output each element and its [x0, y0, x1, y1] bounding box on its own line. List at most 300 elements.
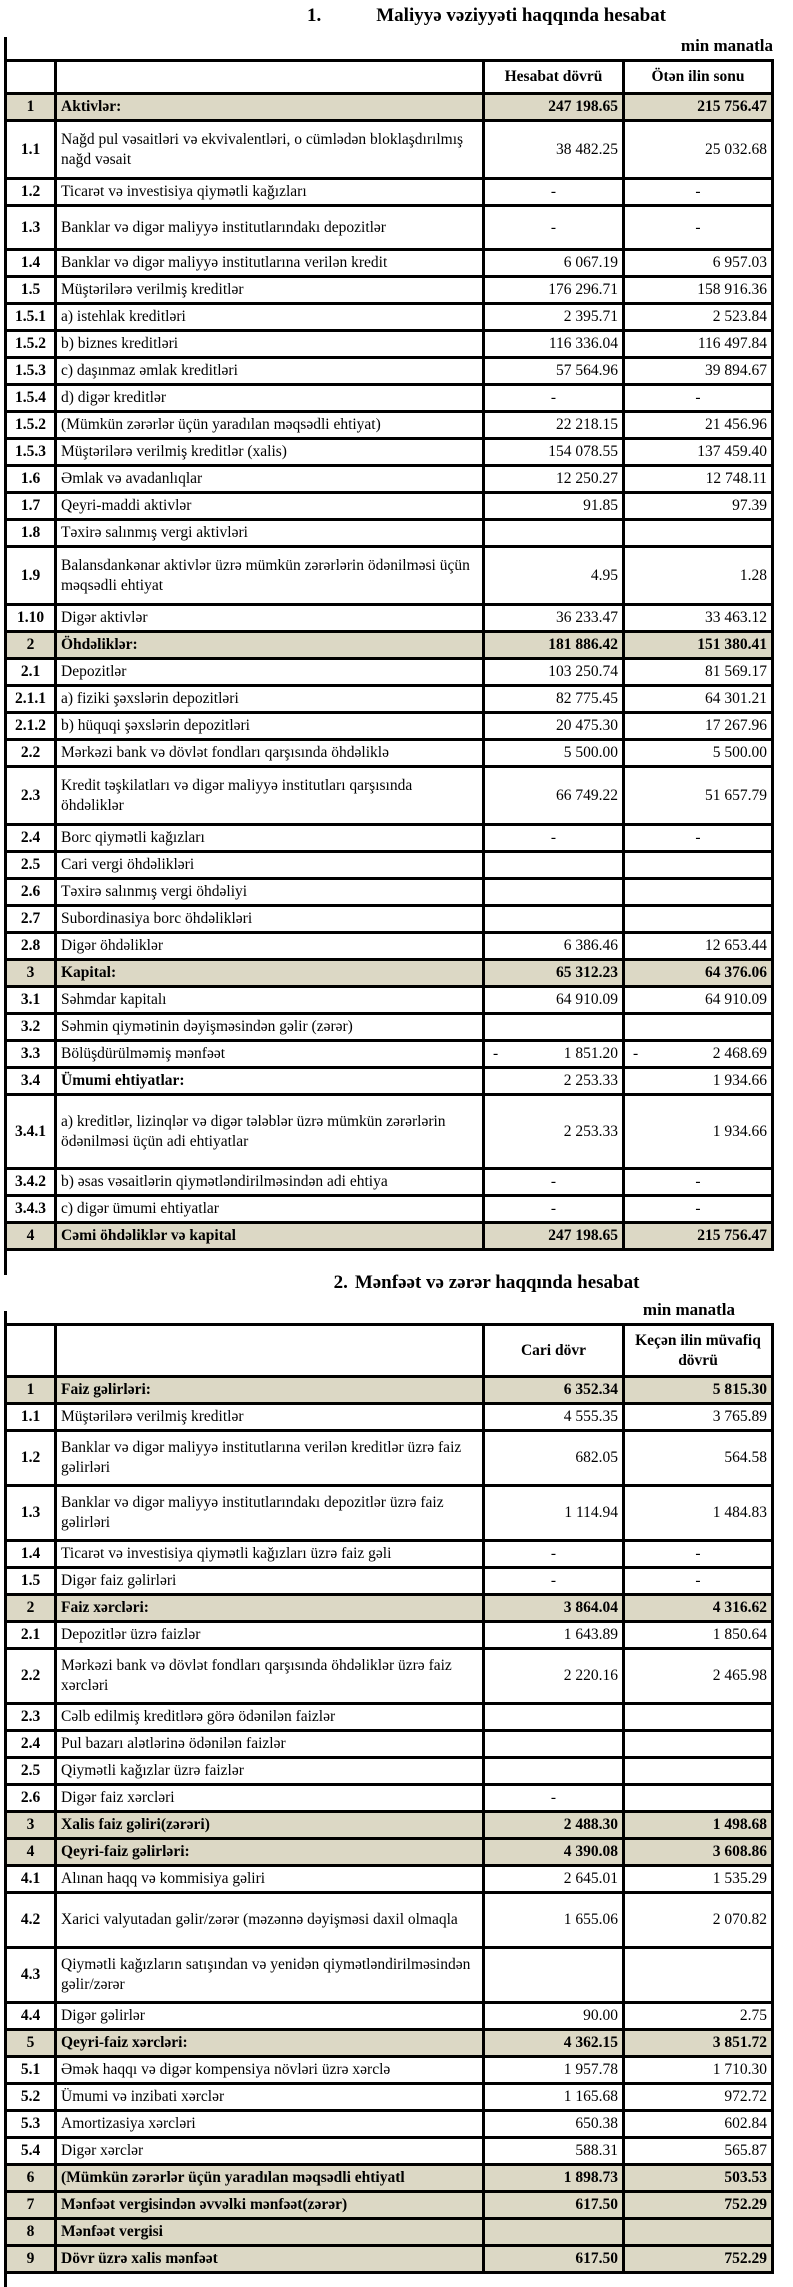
row-number-cell: 2.1 [6, 659, 56, 686]
row-number-cell: 1.1 [6, 121, 56, 179]
row-number-cell: 1 [6, 94, 56, 121]
table-row [6, 740, 773, 767]
table-row [6, 493, 773, 520]
table-row [6, 1839, 773, 1866]
value-cell-1: 36 233.47 [484, 605, 624, 632]
value-cell-2: 25 032.68 [624, 121, 773, 179]
value-cell-2: 97.39 [624, 493, 773, 520]
value-cell-2: 64 910.09 [624, 987, 773, 1014]
row-number-cell: 1.8 [6, 520, 56, 547]
row-number-cell: 2.1.2 [6, 713, 56, 740]
row-number-cell: 3.1 [6, 987, 56, 1014]
value-cell-2: 5 815.30 [624, 1377, 773, 1404]
value-cell-1: 176 296.71 [484, 277, 624, 304]
value-cell-2: 3 608.86 [624, 1839, 773, 1866]
table-row [6, 466, 773, 493]
row-label-cell: Təxirə salınmış vergi aktivləri [56, 520, 484, 547]
value-cell-2: - [624, 825, 773, 852]
row-number-cell: 4.4 [6, 2003, 56, 2030]
row-label-cell: Ümumi və inzibati xərclər [56, 2084, 484, 2111]
statement1-title [0, 4, 793, 28]
table-row [6, 1595, 773, 1622]
value-cell-1: 1 643.89 [484, 1622, 624, 1649]
header-label-cell [56, 61, 484, 94]
value-cell-1: 12 250.27 [484, 466, 624, 493]
statement2-title [0, 1271, 793, 1295]
financial-position-table [4, 59, 774, 1251]
row-number-cell: 1.5 [6, 277, 56, 304]
value-cell-2: 81 569.17 [624, 659, 773, 686]
table-row [6, 659, 773, 686]
row-label-cell: Ticarət və investisiya qiymətli kağızları [56, 179, 484, 206]
value-cell-2: 2.75 [624, 2003, 773, 2030]
value-cell-2: 2 523.84 [624, 304, 773, 331]
value-cell-2: 752.29 [624, 2192, 773, 2219]
row-label-cell: Nağd pul vəsaitləri və ekvivalentləri, o cümlədən bloklaşdırılmış nağd vəsait [56, 121, 484, 179]
table-row [6, 2138, 773, 2165]
report-page [0, 4, 793, 2274]
header-label-cell [56, 1325, 484, 1377]
row-label-cell: Digər gəlirlər [56, 2003, 484, 2030]
row-number-cell: 3.4 [6, 1068, 56, 1095]
table-row [6, 1731, 773, 1758]
value-cell-1: - [484, 1169, 624, 1196]
value-cell-1 [484, 1704, 624, 1731]
row-label-cell: Cəlb edilmiş kreditlərə görə ödənilən faizlər [56, 1704, 484, 1731]
table-row [6, 412, 773, 439]
row-label-cell: Səhmdar kapitalı [56, 987, 484, 1014]
value-cell-2: 116 497.84 [624, 331, 773, 358]
value-cell-2 [624, 2219, 773, 2246]
value-cell-2 [624, 1948, 773, 2003]
table-row [6, 1948, 773, 2003]
row-number-cell: 2.8 [6, 933, 56, 960]
row-number-cell: 1.1 [6, 1404, 56, 1431]
value-cell-1: 90.00 [484, 2003, 624, 2030]
value-cell-2: 565.87 [624, 2138, 773, 2165]
value-cell-2: 151 380.41 [624, 632, 773, 659]
table-row [6, 686, 773, 713]
row-number-cell: 1.6 [6, 466, 56, 493]
value-cell-1: - [484, 825, 624, 852]
value-cell-2: 1 535.29 [624, 1866, 773, 1893]
table-row [6, 879, 773, 906]
table-row [6, 632, 773, 659]
row-number-cell: 3 [6, 960, 56, 987]
value-cell-2: 2 465.98 [624, 1649, 773, 1704]
row-number-cell: 5.3 [6, 2111, 56, 2138]
table-row [6, 1893, 773, 1948]
row-label-cell: Aktivlər: [56, 94, 484, 121]
value-cell-2: 5 500.00 [624, 740, 773, 767]
row-label-cell: Banklar və digər maliyyə institutlarındakı depozitlər [56, 206, 484, 250]
row-number-cell: 2.5 [6, 1758, 56, 1785]
table-row [6, 1377, 773, 1404]
corner-cell [6, 1325, 56, 1377]
table-row [6, 2057, 773, 2084]
value-cell-2 [624, 520, 773, 547]
row-number-cell: 3 [6, 1812, 56, 1839]
value-cell-1: 2 645.01 [484, 1866, 624, 1893]
row-label-cell: Depozitlər üzrə faizlər [56, 1622, 484, 1649]
row-label-cell: b) hüquqi şəxslərin depozitləri [56, 713, 484, 740]
table-row [6, 1758, 773, 1785]
row-label-cell: Səhmin qiymətinin dəyişməsindən gəlir (zərər) [56, 1014, 484, 1041]
row-label-cell: (Mümkün zərərlər üçün yaradılan məqsədli ehtiyatl [56, 2165, 484, 2192]
value-cell-2 [624, 1041, 773, 1068]
row-number-cell: 1.2 [6, 1431, 56, 1486]
table-row [6, 2165, 773, 2192]
negative-sign: - [493, 1045, 499, 1062]
row-label-cell: Balansdankənar aktivlər üzrə mümkün zərərlərin ödənilməsi üçün məqsədli ehtiyat [56, 547, 484, 605]
value-cell-2: 1 484.83 [624, 1486, 773, 1541]
row-number-cell: 3.4.3 [6, 1196, 56, 1223]
value-cell-2: 64 301.21 [624, 686, 773, 713]
value-cell-2: 21 456.96 [624, 412, 773, 439]
row-label-cell: (Mümkün zərərlər üçün yaradılan məqsədli ehtiyat) [56, 412, 484, 439]
value-cell-1 [484, 1948, 624, 2003]
statement1-title-number: 1. [306, 5, 322, 26]
statement2-title-text: Mənfəət və zərər haqqında hesabat [354, 1272, 640, 1293]
statement1-title-text: Maliyyə vəziyyəti haqqında hesabat [376, 5, 666, 26]
value-cell-1: 38 482.25 [484, 121, 624, 179]
row-number-cell: 2.1.1 [6, 686, 56, 713]
row-number-cell: 2.2 [6, 740, 56, 767]
negative-sign: - [633, 1045, 639, 1062]
column-header-previous: Keçən ilin müvafiq dövrü [624, 1325, 773, 1377]
value-cell-1: 6 386.46 [484, 933, 624, 960]
column-header-previous: Ötən ilin sonu [624, 61, 773, 94]
row-label-cell: Digər öhdəliklər [56, 933, 484, 960]
column-header-current: Cari dövr [484, 1325, 624, 1377]
row-number-cell: 1.5.2 [6, 331, 56, 358]
value-cell-1: 1 165.68 [484, 2084, 624, 2111]
table-row [6, 960, 773, 987]
value-cell-2: - [624, 1169, 773, 1196]
value-cell-2: 17 267.96 [624, 713, 773, 740]
unit-note-2: min manatla [642, 1300, 735, 1319]
table-row [6, 2003, 773, 2030]
value-cell-1: 247 198.65 [484, 94, 624, 121]
row-label-cell: Qiymətli kağızlar üzrə faizlər [56, 1758, 484, 1785]
row-number-cell: 2.1 [6, 1622, 56, 1649]
value-cell-2: 215 756.47 [624, 94, 773, 121]
row-label-cell: Bölüşdürülməmiş mənfəət [56, 1041, 484, 1068]
row-number-cell: 1.5.4 [6, 385, 56, 412]
row-label-cell: Cari vergi öhdəlikləri [56, 852, 484, 879]
table-row [6, 1095, 773, 1169]
row-label-cell: Qeyri-faiz xərcləri: [56, 2030, 484, 2057]
row-label-cell: Mərkəzi bank və dövlət fondları qarşısında öhdəliklə [56, 740, 484, 767]
table-row [6, 206, 773, 250]
row-label-cell: Digər faiz gəlirləri [56, 1568, 484, 1595]
row-label-cell: Dövr üzrə xalis mənfəət [56, 2246, 484, 2273]
value-cell-2: - [624, 1196, 773, 1223]
row-label-cell: Pul bazarı alətlərinə ödənilən faizlər [56, 1731, 484, 1758]
row-label-cell: Banklar və digər maliyyə institutlarındakı depozitlər üzrə faiz gəlirləri [56, 1486, 484, 1541]
row-label-cell: Depozitlər [56, 659, 484, 686]
value-cell-1: 4 390.08 [484, 1839, 624, 1866]
value-cell-2: 64 376.06 [624, 960, 773, 987]
value-cell-2 [624, 852, 773, 879]
value-cell-1 [484, 1758, 624, 1785]
value-cell-2: 564.58 [624, 1431, 773, 1486]
row-label-cell: Müştərilərə verilmiş kreditlər (xalis) [56, 439, 484, 466]
value-cell-1: 4.95 [484, 547, 624, 605]
row-number-cell: 5.4 [6, 2138, 56, 2165]
value-cell-2 [624, 906, 773, 933]
value-cell-2: 1 710.30 [624, 2057, 773, 2084]
table-row [6, 906, 773, 933]
unit-note-1: min manatla [680, 36, 773, 55]
value-cell-2: 12 653.44 [624, 933, 773, 960]
header-row [6, 61, 773, 94]
table-row [6, 439, 773, 466]
value-cell-1: 682.05 [484, 1431, 624, 1486]
row-number-cell: 5.2 [6, 2084, 56, 2111]
header-row [6, 1325, 773, 1377]
value-cell-1: 1 114.94 [484, 1486, 624, 1541]
value-cell-1: 181 886.42 [484, 632, 624, 659]
row-label-cell: Digər faiz xərcləri [56, 1785, 484, 1812]
row-label-cell: Digər aktivlər [56, 605, 484, 632]
row-number-cell: 1.2 [6, 179, 56, 206]
value-cell-1 [484, 852, 624, 879]
value-cell-1: 1 957.78 [484, 2057, 624, 2084]
row-label-cell: Əmək haqqı və digər kompensiya növləri üzrə xərclə [56, 2057, 484, 2084]
row-number-cell: 8 [6, 2219, 56, 2246]
row-number-cell: 4 [6, 1839, 56, 1866]
row-label-cell: Ticarət və investisiya qiymətli kağızları üzrə faiz gəli [56, 1541, 484, 1568]
value-cell-2: - [624, 179, 773, 206]
table-row [6, 2084, 773, 2111]
table-row [6, 605, 773, 632]
value-cell-2 [624, 1704, 773, 1731]
row-number-cell: 2.4 [6, 1731, 56, 1758]
row-label-cell: c) digər ümumi ehtiyatlar [56, 1196, 484, 1223]
row-label-cell: Öhdəliklər: [56, 632, 484, 659]
value-cell-2: 215 756.47 [624, 1223, 773, 1250]
value-cell-1: - [484, 179, 624, 206]
row-label-cell: a) kreditlər, lizinqlər və digər tələblər üzrə mümkün zərərlərin ödənilməsi üçün adi ehtiyatlar [56, 1095, 484, 1169]
value-cell-2: 51 657.79 [624, 767, 773, 825]
value-cell-1: 2 253.33 [484, 1095, 624, 1169]
value-cell-1: 57 564.96 [484, 358, 624, 385]
table-row [6, 1431, 773, 1486]
row-label-cell: Subordinasiya borc öhdəlikləri [56, 906, 484, 933]
row-number-cell: 1.5.3 [6, 358, 56, 385]
value-cell-2: - [624, 385, 773, 412]
table-row [6, 277, 773, 304]
value-cell-2: 3 851.72 [624, 2030, 773, 2057]
row-label-cell: Mərkəzi bank və dövlət fondları qarşısında öhdəliklər üzrə faiz xərcləri [56, 1649, 484, 1704]
row-label-cell: c) daşınmaz əmlak kreditləri [56, 358, 484, 385]
value-cell-2: 1 934.66 [624, 1095, 773, 1169]
row-label-cell: b) əsas vəsaitlərin qiymətləndirilməsindən adi ehtiya [56, 1169, 484, 1196]
row-label-cell: b) biznes kreditləri [56, 331, 484, 358]
table-row [6, 547, 773, 605]
table-row [6, 304, 773, 331]
value-cell-1: 20 475.30 [484, 713, 624, 740]
value-cell-1 [484, 906, 624, 933]
value-cell-1: 4 555.35 [484, 1404, 624, 1431]
table-row [6, 1541, 773, 1568]
value-cell-1: 2 395.71 [484, 304, 624, 331]
value-cell-1: - [484, 1568, 624, 1595]
row-number-cell: 2.4 [6, 825, 56, 852]
value-cell-2: 1 934.66 [624, 1068, 773, 1095]
value-cell-1: 22 218.15 [484, 412, 624, 439]
table-row [6, 1041, 773, 1068]
value-cell-1: 154 078.55 [484, 439, 624, 466]
row-number-cell: 6 [6, 2165, 56, 2192]
value-cell-2: 3 765.89 [624, 1404, 773, 1431]
value-cell-1: 116 336.04 [484, 331, 624, 358]
row-number-cell: 2.5 [6, 852, 56, 879]
value-text: 1 851.20 [563, 1045, 618, 1062]
row-label-cell: Xarici valyutadan gəlir/zərər (məzənnə dəyişməsi daxil olmaqla [56, 1893, 484, 1948]
row-number-cell: 1.4 [6, 250, 56, 277]
row-label-cell: Xalis faiz gəliri(zərəri) [56, 1812, 484, 1839]
table-row [6, 520, 773, 547]
row-number-cell: 3.2 [6, 1014, 56, 1041]
row-label-cell: Faiz gəlirləri: [56, 1377, 484, 1404]
value-cell-1: 2 253.33 [484, 1068, 624, 1095]
row-label-cell: Təxirə salınmış vergi öhdəliyi [56, 879, 484, 906]
value-cell-2: 1 850.64 [624, 1622, 773, 1649]
table-row [6, 2111, 773, 2138]
value-cell-2: 12 748.11 [624, 466, 773, 493]
row-label-cell: Müştərilərə verilmiş kreditlər [56, 277, 484, 304]
table-row [6, 1568, 773, 1595]
value-cell-1: - [484, 1541, 624, 1568]
table-row [6, 852, 773, 879]
row-label-cell: a) istehlak kreditləri [56, 304, 484, 331]
profit-loss-table [4, 1323, 774, 2274]
value-cell-2: 39 894.67 [624, 358, 773, 385]
value-cell-2: 33 463.12 [624, 605, 773, 632]
row-number-cell: 1 [6, 1377, 56, 1404]
column-header-current: Hesabat dövrü [484, 61, 624, 94]
value-cell-2: 752.29 [624, 2246, 773, 2273]
value-cell-2 [624, 1014, 773, 1041]
table-row [6, 1622, 773, 1649]
value-cell-1: 3 864.04 [484, 1595, 624, 1622]
row-number-cell: 3.3 [6, 1041, 56, 1068]
row-label-cell: Banklar və digər maliyyə institutlarına verilən kredit [56, 250, 484, 277]
row-number-cell: 7 [6, 2192, 56, 2219]
row-label-cell: Banklar və digər maliyyə institutlarına verilən kreditlər üzrə faiz gəlirləri [56, 1431, 484, 1486]
value-cell-1: 617.50 [484, 2246, 624, 2273]
financial-position-table-wrap [0, 59, 793, 1251]
value-cell-2 [624, 1758, 773, 1785]
value-cell-1: - [484, 1785, 624, 1812]
row-label-cell: Mənfəət vergisi [56, 2219, 484, 2246]
table-row [6, 767, 773, 825]
value-cell-1: 65 312.23 [484, 960, 624, 987]
statement2-title-number: 2. [333, 1272, 348, 1293]
table-row [6, 358, 773, 385]
row-number-cell: 1.9 [6, 547, 56, 605]
value-cell-1: 650.38 [484, 2111, 624, 2138]
row-number-cell: 1.5 [6, 1568, 56, 1595]
table-row [6, 1785, 773, 1812]
profit-loss-table-wrap [0, 1323, 793, 2274]
value-cell-1 [484, 520, 624, 547]
corner-cell [6, 61, 56, 94]
row-label-cell: Qeyri-maddi aktivlər [56, 493, 484, 520]
row-number-cell: 4.2 [6, 1893, 56, 1948]
row-label-cell: Cəmi öhdəliklər və kapital [56, 1223, 484, 1250]
value-cell-2: - [624, 206, 773, 250]
row-number-cell: 1.5.3 [6, 439, 56, 466]
row-number-cell: 1.4 [6, 1541, 56, 1568]
value-cell-1: - [484, 1196, 624, 1223]
row-number-cell: 1.10 [6, 605, 56, 632]
value-cell-2 [624, 1785, 773, 1812]
row-number-cell: 4.1 [6, 1866, 56, 1893]
table-row [6, 1196, 773, 1223]
value-cell-2: 1 498.68 [624, 1812, 773, 1839]
row-number-cell: 1.3 [6, 206, 56, 250]
table-row [6, 121, 773, 179]
row-label-cell: Alınan haqq və kommisiya gəliri [56, 1866, 484, 1893]
table-row [6, 1404, 773, 1431]
value-cell-1: 2 488.30 [484, 1812, 624, 1839]
row-label-cell: Kapital: [56, 960, 484, 987]
value-cell-2 [624, 1731, 773, 1758]
value-cell-1: 588.31 [484, 2138, 624, 2165]
table-row [6, 1169, 773, 1196]
row-number-cell: 9 [6, 2246, 56, 2273]
row-number-cell: 3.4.2 [6, 1169, 56, 1196]
row-label-cell: Borc qiymətli kağızları [56, 825, 484, 852]
value-cell-1: 247 198.65 [484, 1223, 624, 1250]
value-cell-1: 91.85 [484, 493, 624, 520]
row-number-cell: 1.5.1 [6, 304, 56, 331]
value-cell-2: 2 070.82 [624, 1893, 773, 1948]
value-text: 2 468.69 [712, 1045, 767, 1062]
table-row [6, 2246, 773, 2273]
value-cell-1: 4 362.15 [484, 2030, 624, 2057]
value-cell-1: 6 352.34 [484, 1377, 624, 1404]
row-number-cell: 1.7 [6, 493, 56, 520]
row-number-cell: 2.2 [6, 1649, 56, 1704]
row-label-cell: Faiz xərcləri: [56, 1595, 484, 1622]
table-row [6, 179, 773, 206]
value-cell-1 [484, 1014, 624, 1041]
row-number-cell: 5 [6, 2030, 56, 2057]
value-cell-1: 66 749.22 [484, 767, 624, 825]
value-cell-2: 1.28 [624, 547, 773, 605]
row-number-cell: 2 [6, 632, 56, 659]
value-cell-1: 617.50 [484, 2192, 624, 2219]
table-row [6, 250, 773, 277]
value-cell-1: 64 910.09 [484, 987, 624, 1014]
row-label-cell: Əmlak və avadanlıqlar [56, 466, 484, 493]
row-label-cell: Müştərilərə verilmiş kreditlər [56, 1404, 484, 1431]
row-number-cell: 1.3 [6, 1486, 56, 1541]
table-row [6, 1649, 773, 1704]
table-row [6, 2219, 773, 2246]
row-number-cell: 4 [6, 1223, 56, 1250]
row-number-cell: 2.6 [6, 1785, 56, 1812]
row-label-cell: d) digər kreditlər [56, 385, 484, 412]
row-label-cell: Mənfəət vergisindən əvvəlki mənfəət(zərər) [56, 2192, 484, 2219]
value-cell-1 [484, 2219, 624, 2246]
table-row [6, 1486, 773, 1541]
value-cell-2: 503.53 [624, 2165, 773, 2192]
